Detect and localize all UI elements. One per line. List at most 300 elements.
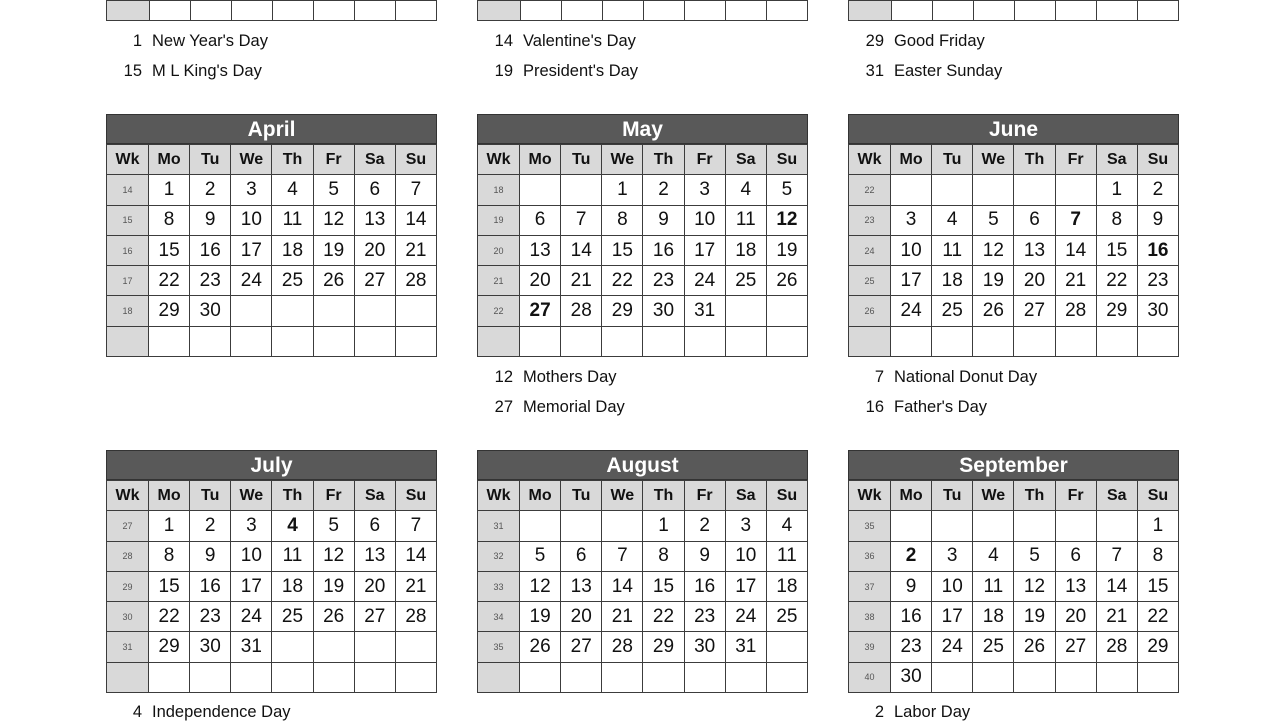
holiday-name: Easter Sunday	[894, 62, 1003, 80]
holiday-day: 2	[874, 703, 884, 721]
day-cell: 14	[1055, 235, 1096, 265]
holiday-day: 19	[494, 62, 513, 80]
weekday-header-row	[107, 145, 437, 175]
day-cell: 14	[395, 205, 436, 235]
day-cell: 27	[354, 602, 395, 632]
day-cell: 10	[231, 205, 272, 235]
day-cell: 22	[643, 602, 684, 632]
empty-day-cell	[190, 326, 231, 356]
week-row	[478, 296, 808, 326]
day-cell: 12	[313, 541, 354, 571]
day-cell: 29	[1137, 632, 1178, 662]
day-cell: 22	[1096, 266, 1137, 296]
weekday-header: Su	[1137, 481, 1178, 511]
weekday-header: We	[231, 145, 272, 175]
empty-day-cell	[561, 511, 602, 541]
weekday-header: Th	[643, 145, 684, 175]
day-cell: 5	[973, 205, 1014, 235]
day-cell: 8	[149, 205, 190, 235]
day-cell: 16	[891, 602, 932, 632]
day-cell: 24	[725, 602, 766, 632]
day-cell: 6	[1055, 541, 1096, 571]
holiday-day: 14	[494, 32, 513, 50]
day-cell: 4	[725, 175, 766, 205]
day-cell: 11	[766, 541, 807, 571]
day-cell: 16	[643, 235, 684, 265]
day-cell: 31	[231, 632, 272, 662]
empty-day-cell	[1096, 662, 1137, 692]
weekday-header: We	[231, 481, 272, 511]
empty-day-cell	[395, 296, 436, 326]
day-cell: 25	[272, 266, 313, 296]
weekday-header-row	[849, 145, 1179, 175]
weekday-header: Fr	[684, 481, 725, 511]
month-title: April	[106, 114, 437, 144]
week-row	[478, 662, 808, 692]
day-cell: 28	[561, 296, 602, 326]
day-cell: 7	[395, 175, 436, 205]
empty-day-cell	[520, 662, 561, 692]
day-cell: 26	[313, 602, 354, 632]
day-cell: 4	[932, 205, 973, 235]
day-cell: 6	[520, 205, 561, 235]
month-title: July	[106, 450, 437, 480]
week-number	[107, 662, 149, 692]
week-row	[107, 205, 437, 235]
weekday-header: Sa	[725, 481, 766, 511]
week-row	[478, 602, 808, 632]
weekday-header: Su	[395, 481, 436, 511]
holiday-item	[477, 26, 638, 56]
day-cell: 8	[149, 541, 190, 571]
day-cell: 1	[1137, 511, 1178, 541]
weekday-header-row	[107, 481, 437, 511]
day-cell: 20	[1055, 602, 1096, 632]
day-cell: 24	[932, 632, 973, 662]
day-cell: 14	[602, 571, 643, 601]
day-cell: 11	[272, 205, 313, 235]
holiday-item	[848, 362, 1037, 392]
day-cell: 13	[520, 235, 561, 265]
weekday-header: Tu	[932, 481, 973, 511]
day-cell: 23	[190, 266, 231, 296]
holiday-item	[477, 56, 638, 86]
week-row	[107, 326, 437, 356]
week-number: 21	[478, 266, 520, 296]
day-cell: 25	[766, 602, 807, 632]
holiday-name: Labor Day	[894, 703, 971, 721]
empty-day-cell	[602, 326, 643, 356]
august-calendar	[477, 450, 808, 693]
weekday-header: Wk	[478, 145, 520, 175]
weekday-header: Sa	[354, 145, 395, 175]
week-number: 26	[849, 296, 891, 326]
weekday-header: Mo	[891, 145, 932, 175]
week-number: 18	[478, 175, 520, 205]
day-cell: 23	[643, 266, 684, 296]
day-cell: 16	[1137, 235, 1178, 265]
empty-day-cell	[149, 326, 190, 356]
day-cell: 8	[602, 205, 643, 235]
day-cell: 20	[354, 235, 395, 265]
month-grid	[848, 144, 1179, 357]
empty-day-cell	[231, 296, 272, 326]
empty-day-cell	[932, 662, 973, 692]
holiday-day: 1	[132, 32, 142, 50]
day-cell: 23	[1137, 266, 1178, 296]
empty-day-cell	[643, 662, 684, 692]
empty-day-cell	[602, 511, 643, 541]
weekday-header: Sa	[354, 481, 395, 511]
week-row	[849, 632, 1179, 662]
weekday-header: Fr	[313, 145, 354, 175]
day-cell: 8	[643, 541, 684, 571]
march-last-row	[848, 0, 1179, 21]
day-cell: 13	[354, 541, 395, 571]
february-calendar-bottom	[477, 0, 808, 20]
january-last-row	[106, 0, 437, 21]
day-cell: 15	[1096, 235, 1137, 265]
weekday-header: Th	[1014, 145, 1055, 175]
weekday-header: Mo	[149, 481, 190, 511]
day-cell: 28	[1096, 632, 1137, 662]
day-cell: 26	[973, 296, 1014, 326]
holiday-item	[477, 392, 625, 422]
day-cell: 4	[272, 175, 313, 205]
day-cell: 24	[231, 602, 272, 632]
week-row	[849, 326, 1179, 356]
week-row	[107, 632, 437, 662]
week-number: 39	[849, 632, 891, 662]
empty-day-cell	[766, 296, 807, 326]
february-holidays	[477, 26, 638, 86]
day-cell: 5	[520, 541, 561, 571]
empty-day-cell	[725, 662, 766, 692]
day-cell: 26	[313, 266, 354, 296]
day-cell: 15	[149, 235, 190, 265]
day-cell: 11	[272, 541, 313, 571]
day-cell: 3	[231, 511, 272, 541]
day-cell: 11	[725, 205, 766, 235]
day-cell: 27	[561, 632, 602, 662]
week-row	[107, 571, 437, 601]
day-cell: 29	[602, 296, 643, 326]
day-cell: 13	[1014, 235, 1055, 265]
day-cell: 2	[190, 175, 231, 205]
day-cell: 4	[766, 511, 807, 541]
weekday-header: Su	[766, 145, 807, 175]
empty-day-cell	[973, 662, 1014, 692]
day-cell: 17	[891, 266, 932, 296]
day-cell: 29	[149, 632, 190, 662]
week-number	[478, 326, 520, 356]
may-holidays	[477, 362, 625, 422]
weekday-header: Fr	[1055, 145, 1096, 175]
day-cell: 7	[1096, 541, 1137, 571]
day-cell: 12	[520, 571, 561, 601]
month-title: May	[477, 114, 808, 144]
day-cell: 31	[684, 296, 725, 326]
day-cell: 7	[1055, 205, 1096, 235]
empty-day-cell	[313, 296, 354, 326]
holiday-day: 4	[132, 703, 142, 721]
day-cell: 30	[643, 296, 684, 326]
day-cell: 29	[1096, 296, 1137, 326]
empty-day-cell	[561, 326, 602, 356]
day-cell: 21	[602, 602, 643, 632]
april-calendar	[106, 114, 437, 357]
weekday-header: Tu	[190, 481, 231, 511]
empty-day-cell	[1096, 511, 1137, 541]
day-cell: 16	[190, 571, 231, 601]
day-cell: 27	[520, 296, 561, 326]
day-cell: 26	[766, 266, 807, 296]
day-cell: 23	[190, 602, 231, 632]
week-number: 22	[478, 296, 520, 326]
week-number: 25	[849, 266, 891, 296]
holiday-name: Father's Day	[894, 398, 988, 416]
day-cell: 10	[932, 571, 973, 601]
day-cell: 19	[520, 602, 561, 632]
day-cell: 21	[1096, 602, 1137, 632]
empty-day-cell	[973, 175, 1014, 205]
empty-day-cell	[520, 326, 561, 356]
empty-day-cell	[561, 662, 602, 692]
holiday-item	[106, 56, 268, 86]
day-cell: 27	[354, 266, 395, 296]
june-calendar	[848, 114, 1179, 357]
weekday-header: Sa	[1096, 145, 1137, 175]
day-cell: 5	[313, 175, 354, 205]
week-number: 22	[849, 175, 891, 205]
july-holidays	[106, 697, 291, 727]
june-holidays	[848, 362, 1037, 422]
week-row	[849, 511, 1179, 541]
week-number: 29	[107, 571, 149, 601]
month-grid	[477, 480, 808, 693]
empty-day-cell	[561, 175, 602, 205]
day-cell: 3	[684, 175, 725, 205]
day-cell: 3	[932, 541, 973, 571]
day-cell: 13	[354, 205, 395, 235]
empty-day-cell	[1014, 326, 1055, 356]
week-row	[478, 175, 808, 205]
empty-day-cell	[354, 662, 395, 692]
day-cell: 19	[973, 266, 1014, 296]
day-cell: 23	[684, 602, 725, 632]
day-cell: 1	[149, 175, 190, 205]
weekday-header: Sa	[725, 145, 766, 175]
empty-day-cell	[932, 326, 973, 356]
month-title: September	[848, 450, 1179, 480]
weekday-header: We	[973, 145, 1014, 175]
day-cell: 26	[1014, 632, 1055, 662]
week-number	[478, 662, 520, 692]
week-number	[849, 326, 891, 356]
holiday-item	[848, 56, 1002, 86]
month-grid	[106, 480, 437, 693]
day-cell: 20	[520, 266, 561, 296]
day-cell: 21	[561, 266, 602, 296]
day-cell: 8	[1096, 205, 1137, 235]
empty-day-cell	[1014, 175, 1055, 205]
day-cell: 29	[149, 296, 190, 326]
day-cell: 2	[190, 511, 231, 541]
weekday-header: Wk	[849, 481, 891, 511]
holiday-day: 31	[865, 62, 884, 80]
day-cell: 4	[272, 511, 313, 541]
day-cell: 21	[1055, 266, 1096, 296]
week-number: 14	[107, 175, 149, 205]
empty-day-cell	[231, 662, 272, 692]
day-cell: 9	[1137, 205, 1178, 235]
empty-day-cell	[272, 326, 313, 356]
day-cell: 30	[1137, 296, 1178, 326]
day-cell: 13	[561, 571, 602, 601]
day-cell: 24	[891, 296, 932, 326]
day-cell: 17	[932, 602, 973, 632]
day-cell: 8	[1137, 541, 1178, 571]
day-cell: 22	[149, 266, 190, 296]
weekday-header: We	[602, 145, 643, 175]
week-row	[849, 175, 1179, 205]
empty-day-cell	[354, 296, 395, 326]
day-cell: 9	[684, 541, 725, 571]
empty-day-cell	[272, 632, 313, 662]
day-cell: 28	[395, 602, 436, 632]
day-cell: 17	[725, 571, 766, 601]
week-row	[478, 235, 808, 265]
day-cell: 1	[643, 511, 684, 541]
week-row	[107, 511, 437, 541]
day-cell: 13	[1055, 571, 1096, 601]
day-cell: 26	[520, 632, 561, 662]
day-cell: 22	[602, 266, 643, 296]
week-row	[478, 571, 808, 601]
empty-day-cell	[149, 662, 190, 692]
weekday-header: Wk	[107, 145, 149, 175]
empty-day-cell	[395, 662, 436, 692]
holiday-day: 15	[123, 62, 142, 80]
day-cell: 5	[1014, 541, 1055, 571]
empty-day-cell	[1055, 326, 1096, 356]
week-row	[107, 266, 437, 296]
holiday-item	[106, 697, 291, 727]
holiday-day: 29	[865, 32, 884, 50]
day-cell: 1	[602, 175, 643, 205]
weekday-header: Fr	[313, 481, 354, 511]
holiday-day: 27	[494, 398, 513, 416]
day-cell: 5	[313, 511, 354, 541]
empty-day-cell	[1137, 662, 1178, 692]
empty-day-cell	[973, 326, 1014, 356]
week-row	[849, 205, 1179, 235]
weekday-header: Wk	[478, 481, 520, 511]
month-grid	[106, 144, 437, 357]
holiday-day: 16	[865, 398, 884, 416]
week-number: 17	[107, 266, 149, 296]
day-cell: 19	[1014, 602, 1055, 632]
week-number: 38	[849, 602, 891, 632]
week-row	[849, 571, 1179, 601]
empty-day-cell	[725, 296, 766, 326]
empty-day-cell	[395, 326, 436, 356]
empty-day-cell	[891, 511, 932, 541]
day-cell: 18	[272, 235, 313, 265]
week-number: 32	[478, 541, 520, 571]
day-cell: 27	[1055, 632, 1096, 662]
day-cell: 15	[149, 571, 190, 601]
day-cell: 30	[891, 662, 932, 692]
holiday-name: Valentine's Day	[523, 32, 636, 50]
week-number: 40	[849, 662, 891, 692]
weekday-header: We	[602, 481, 643, 511]
day-cell: 14	[395, 541, 436, 571]
day-cell: 11	[973, 571, 1014, 601]
january-calendar-bottom	[106, 0, 437, 20]
week-row	[107, 235, 437, 265]
week-number: 15	[107, 205, 149, 235]
day-cell: 6	[1014, 205, 1055, 235]
day-cell: 30	[190, 632, 231, 662]
day-cell: 6	[354, 511, 395, 541]
week-row	[107, 541, 437, 571]
day-cell: 9	[190, 541, 231, 571]
holiday-name: Good Friday	[894, 32, 985, 50]
empty-day-cell	[313, 662, 354, 692]
weekday-header: Tu	[932, 145, 973, 175]
september-calendar	[848, 450, 1179, 693]
day-cell: 24	[231, 266, 272, 296]
week-number: 37	[849, 571, 891, 601]
week-row	[849, 541, 1179, 571]
empty-day-cell	[602, 662, 643, 692]
empty-day-cell	[932, 511, 973, 541]
empty-day-cell	[231, 326, 272, 356]
january-holidays	[106, 26, 268, 86]
weekday-header-row	[478, 481, 808, 511]
march-calendar-bottom	[848, 0, 1179, 20]
holiday-item	[106, 26, 268, 56]
week-row	[849, 296, 1179, 326]
day-cell: 9	[891, 571, 932, 601]
day-cell: 10	[725, 541, 766, 571]
day-cell: 2	[684, 511, 725, 541]
holiday-name: M L King's Day	[152, 62, 262, 80]
day-cell: 17	[684, 235, 725, 265]
day-cell: 19	[766, 235, 807, 265]
empty-day-cell	[1014, 662, 1055, 692]
week-row	[107, 175, 437, 205]
july-calendar	[106, 450, 437, 693]
day-cell: 16	[684, 571, 725, 601]
day-cell: 22	[149, 602, 190, 632]
holiday-day: 7	[874, 368, 884, 386]
day-cell: 14	[1096, 571, 1137, 601]
weekday-header: Wk	[849, 145, 891, 175]
day-cell: 6	[561, 541, 602, 571]
day-cell: 19	[313, 235, 354, 265]
holiday-day: 12	[494, 368, 513, 386]
weekday-header: Mo	[520, 481, 561, 511]
day-cell: 20	[561, 602, 602, 632]
week-row	[849, 602, 1179, 632]
empty-day-cell	[272, 662, 313, 692]
weekday-header: Tu	[190, 145, 231, 175]
day-cell: 25	[932, 296, 973, 326]
empty-day-cell	[272, 296, 313, 326]
day-cell: 18	[725, 235, 766, 265]
